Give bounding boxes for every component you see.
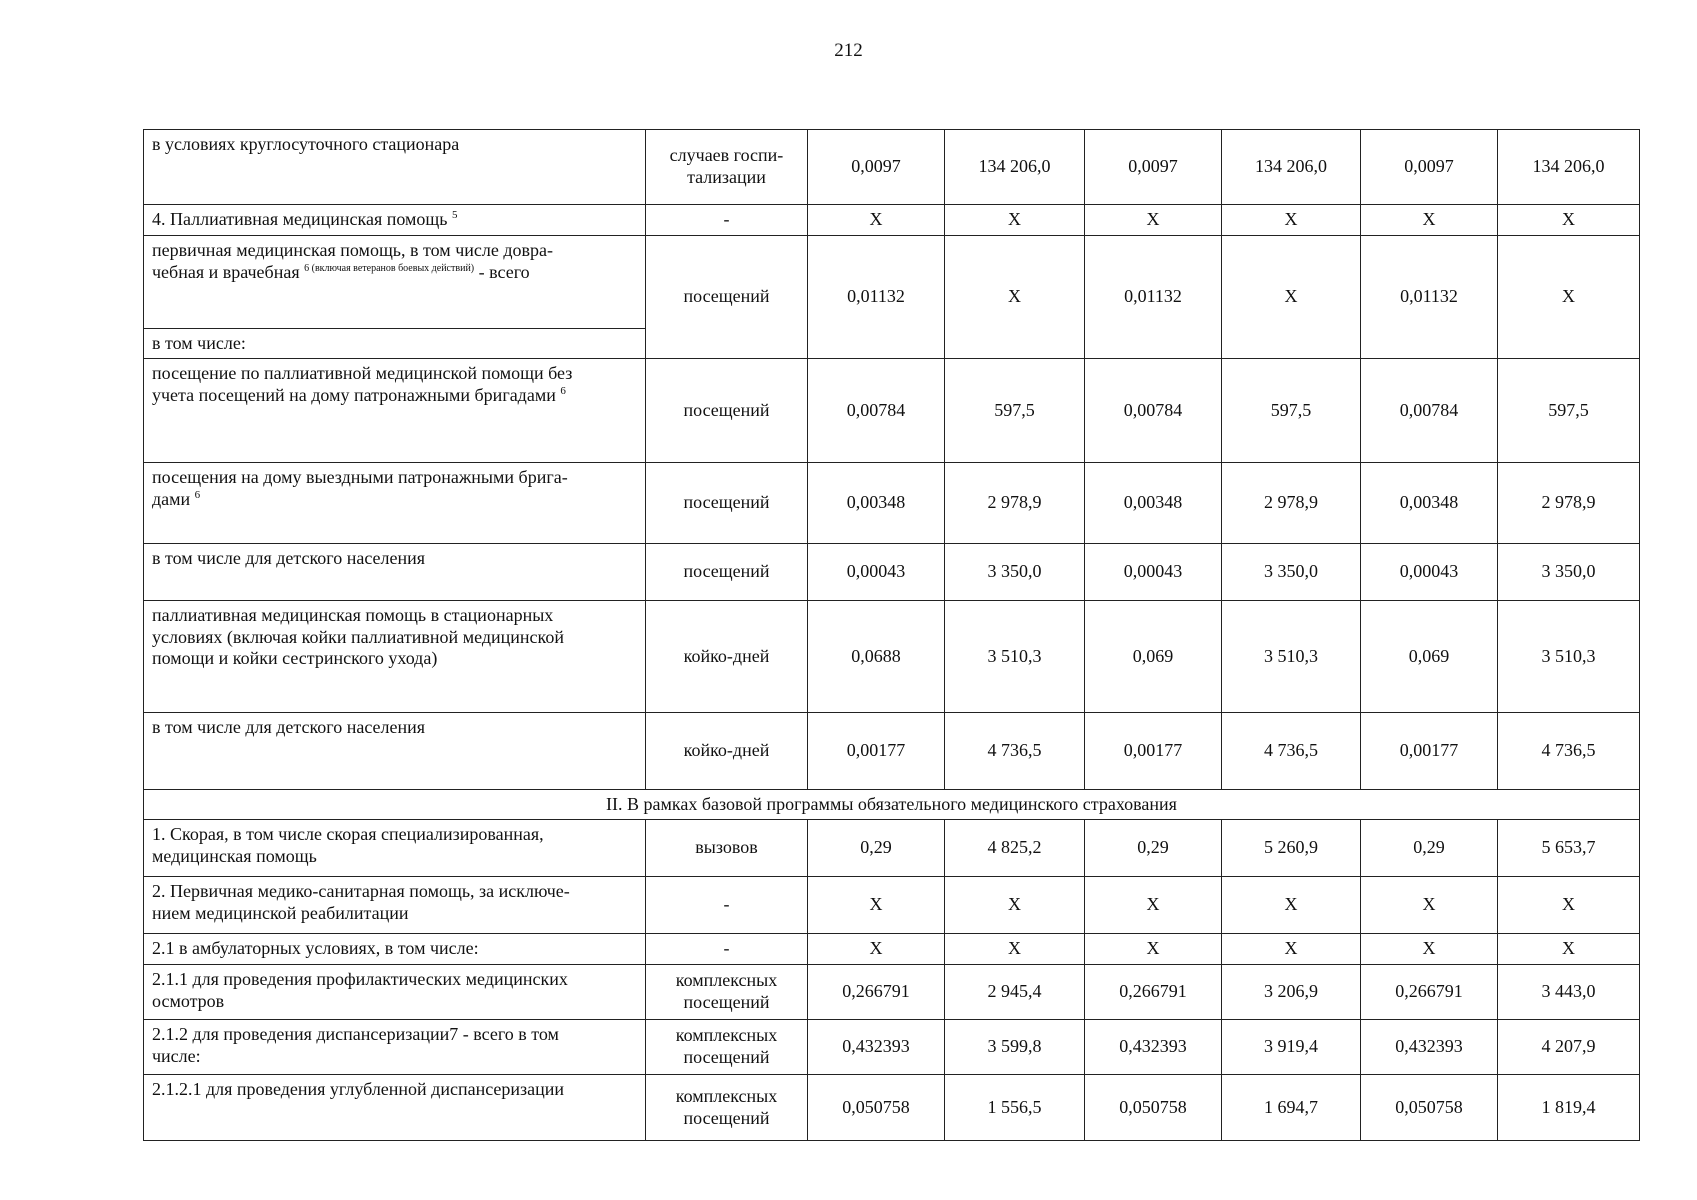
value-cell: X <box>1361 877 1498 934</box>
table-row <box>144 544 1640 601</box>
table-row <box>144 965 1640 1020</box>
table-body <box>144 130 1640 1141</box>
row-name: 4. Паллиативная медицинская помощь $^5$ <box>144 205 646 236</box>
value-cell: X <box>1498 236 1640 359</box>
value-cell: X <box>945 877 1085 934</box>
value-cell: 0,00348 <box>808 463 945 544</box>
row-name: 2.1.2.1 для проведения углубленной диспансеризации <box>144 1075 646 1141</box>
value-cell: 0,00784 <box>1085 359 1222 463</box>
value-cell: 0,00043 <box>1085 544 1222 601</box>
table-row <box>144 713 1640 790</box>
value-cell: X <box>1222 205 1361 236</box>
unit-cell: койко-дней <box>646 713 808 790</box>
row-name: паллиативная медицинская помощь в стационарных условиях (включая койки паллиативной медицинской помощи и койки сестринского ухода) <box>144 601 646 713</box>
value-cell: 3 599,8 <box>945 1020 1085 1075</box>
row-name: 2. Первичная медико-санитарная помощь, за исключе- нием медицинской реабилитации <box>144 877 646 934</box>
unit-cell: - <box>646 877 808 934</box>
value-cell: X <box>1498 877 1640 934</box>
value-cell: 4 207,9 <box>1498 1020 1640 1075</box>
row-name: 1. Скорая, в том числе скорая специализированная, медицинская помощь <box>144 820 646 877</box>
footnote-ref: 5 <box>451 209 458 221</box>
value-cell: 0,00177 <box>808 713 945 790</box>
value-cell: 2 978,9 <box>945 463 1085 544</box>
unit-cell: посещений <box>646 359 808 463</box>
row-name: в том числе для детского населения <box>144 544 646 601</box>
row-name: в условиях круглосуточного стационара <box>144 130 646 205</box>
unit-cell: случаев госпи- тализации <box>646 130 808 205</box>
value-cell: 0,0688 <box>808 601 945 713</box>
value-cell: 0,00348 <box>1361 463 1498 544</box>
value-cell: 0,266791 <box>808 965 945 1020</box>
value-cell: 0,0097 <box>808 130 945 205</box>
table-row <box>144 1020 1640 1075</box>
value-cell: 0,29 <box>808 820 945 877</box>
row-name: первичная медицинская помощь, в том числе довра- чебная и врачебная $^{6 (включая ветеранов боевых действий)}$ - всего <box>144 236 646 329</box>
table-row <box>144 236 1640 329</box>
value-cell: 0,432393 <box>808 1020 945 1075</box>
value-cell: 5 653,7 <box>1498 820 1640 877</box>
value-cell: X <box>808 877 945 934</box>
value-cell: 0,00043 <box>1361 544 1498 601</box>
value-cell: 3 443,0 <box>1498 965 1640 1020</box>
value-cell: 597,5 <box>1498 359 1640 463</box>
table-row <box>144 359 1640 463</box>
value-cell: 0,432393 <box>1361 1020 1498 1075</box>
value-cell: X <box>945 205 1085 236</box>
value-cell: X <box>1361 934 1498 965</box>
value-cell: X <box>1085 877 1222 934</box>
page-number: 212 <box>834 40 863 61</box>
value-cell: 5 260,9 <box>1222 820 1361 877</box>
value-cell: 3 206,9 <box>1222 965 1361 1020</box>
value-cell: 0,00177 <box>1085 713 1222 790</box>
value-cell: 1 819,4 <box>1498 1075 1640 1141</box>
value-cell: 0,01132 <box>1361 236 1498 359</box>
norms-table <box>143 129 1640 1141</box>
value-cell: 0,432393 <box>1085 1020 1222 1075</box>
value-cell: X <box>945 236 1085 359</box>
value-cell: 0,00784 <box>808 359 945 463</box>
footnote-ref: 6 <box>560 384 566 397</box>
unit-cell: комплексных посещений <box>646 1020 808 1075</box>
value-cell: 2 978,9 <box>1222 463 1361 544</box>
value-cell: X <box>945 934 1085 965</box>
value-cell: 134 206,0 <box>1222 130 1361 205</box>
value-cell: 4 736,5 <box>1222 713 1361 790</box>
value-cell: 0,266791 <box>1085 965 1222 1020</box>
row-name: в том числе для детского населения <box>144 713 646 790</box>
table-row <box>144 463 1640 544</box>
value-cell: 597,5 <box>1222 359 1361 463</box>
value-cell: X <box>1222 236 1361 359</box>
value-cell: 0,050758 <box>1085 1075 1222 1141</box>
unit-cell: - <box>646 934 808 965</box>
unit-cell: посещений <box>646 463 808 544</box>
table-row <box>144 601 1640 713</box>
table-row <box>144 790 1640 820</box>
value-cell: X <box>1222 934 1361 965</box>
row-name: 2.1.2 для проведения диспансеризации7 - всего в том числе: <box>144 1020 646 1075</box>
value-cell: 0,29 <box>1085 820 1222 877</box>
value-cell: 3 350,0 <box>1498 544 1640 601</box>
value-cell: 597,5 <box>945 359 1085 463</box>
value-cell: 4 736,5 <box>1498 713 1640 790</box>
value-cell: 0,00177 <box>1361 713 1498 790</box>
value-cell: 3 510,3 <box>1498 601 1640 713</box>
value-cell: 0,266791 <box>1361 965 1498 1020</box>
value-cell: 134 206,0 <box>1498 130 1640 205</box>
value-cell: X <box>1085 205 1222 236</box>
table-row <box>144 130 1640 205</box>
row-name: посещение по паллиативной медицинской помощи без учета посещений на дому патронажными бригадами $^6$ <box>144 359 646 463</box>
value-cell: 3 350,0 <box>1222 544 1361 601</box>
value-cell: X <box>808 934 945 965</box>
value-cell: 0,069 <box>1361 601 1498 713</box>
value-cell: 1 556,5 <box>945 1075 1085 1141</box>
value-cell: 0,00784 <box>1361 359 1498 463</box>
value-cell: 134 206,0 <box>945 130 1085 205</box>
value-cell: 0,069 <box>1085 601 1222 713</box>
value-cell: X <box>1498 934 1640 965</box>
value-cell: 0,00348 <box>1085 463 1222 544</box>
value-cell: 0,050758 <box>1361 1075 1498 1141</box>
footnote-ref: 6 <box>194 488 201 501</box>
row-name: посещения на дому выездными патронажными брига- дами $^6$ <box>144 463 646 544</box>
value-cell: 4 736,5 <box>945 713 1085 790</box>
unit-cell: комплексных посещений <box>646 1075 808 1141</box>
row-name: в том числе: <box>144 329 646 359</box>
value-cell: 3 919,4 <box>1222 1020 1361 1075</box>
value-cell: 2 945,4 <box>945 965 1085 1020</box>
value-cell: 0,01132 <box>1085 236 1222 359</box>
value-cell: 4 825,2 <box>945 820 1085 877</box>
unit-cell: посещений <box>646 236 808 359</box>
value-cell: X <box>1498 205 1640 236</box>
row-name: 2.1.1 для проведения профилактических медицинских осмотров <box>144 965 646 1020</box>
unit-cell: посещений <box>646 544 808 601</box>
unit-cell: вызовов <box>646 820 808 877</box>
value-cell: X <box>808 205 945 236</box>
value-cell: X <box>1361 205 1498 236</box>
value-cell: 0,0097 <box>1085 130 1222 205</box>
table-row <box>144 934 1640 965</box>
value-cell: 0,050758 <box>808 1075 945 1141</box>
value-cell: X <box>1222 877 1361 934</box>
footnote-ref: 6 (включая ветеранов боевых действий) <box>304 262 475 274</box>
value-cell: 3 510,3 <box>1222 601 1361 713</box>
value-cell: 0,29 <box>1361 820 1498 877</box>
value-cell: 1 694,7 <box>1222 1075 1361 1141</box>
section-header: II. В рамках базовой программы обязательного медицинского страхования <box>144 790 1640 820</box>
value-cell: 3 510,3 <box>945 601 1085 713</box>
unit-cell: комплексных посещений <box>646 965 808 1020</box>
table-row <box>144 877 1640 934</box>
value-cell: 0,0097 <box>1361 130 1498 205</box>
value-cell: 2 978,9 <box>1498 463 1640 544</box>
table-row <box>144 1075 1640 1141</box>
unit-cell: - <box>646 205 808 236</box>
table-row <box>144 820 1640 877</box>
unit-cell: койко-дней <box>646 601 808 713</box>
value-cell: 3 350,0 <box>945 544 1085 601</box>
value-cell: 0,01132 <box>808 236 945 359</box>
value-cell: 0,00043 <box>808 544 945 601</box>
row-name: 2.1 в амбулаторных условиях, в том числе: <box>144 934 646 965</box>
value-cell: X <box>1085 934 1222 965</box>
table-row <box>144 205 1640 236</box>
